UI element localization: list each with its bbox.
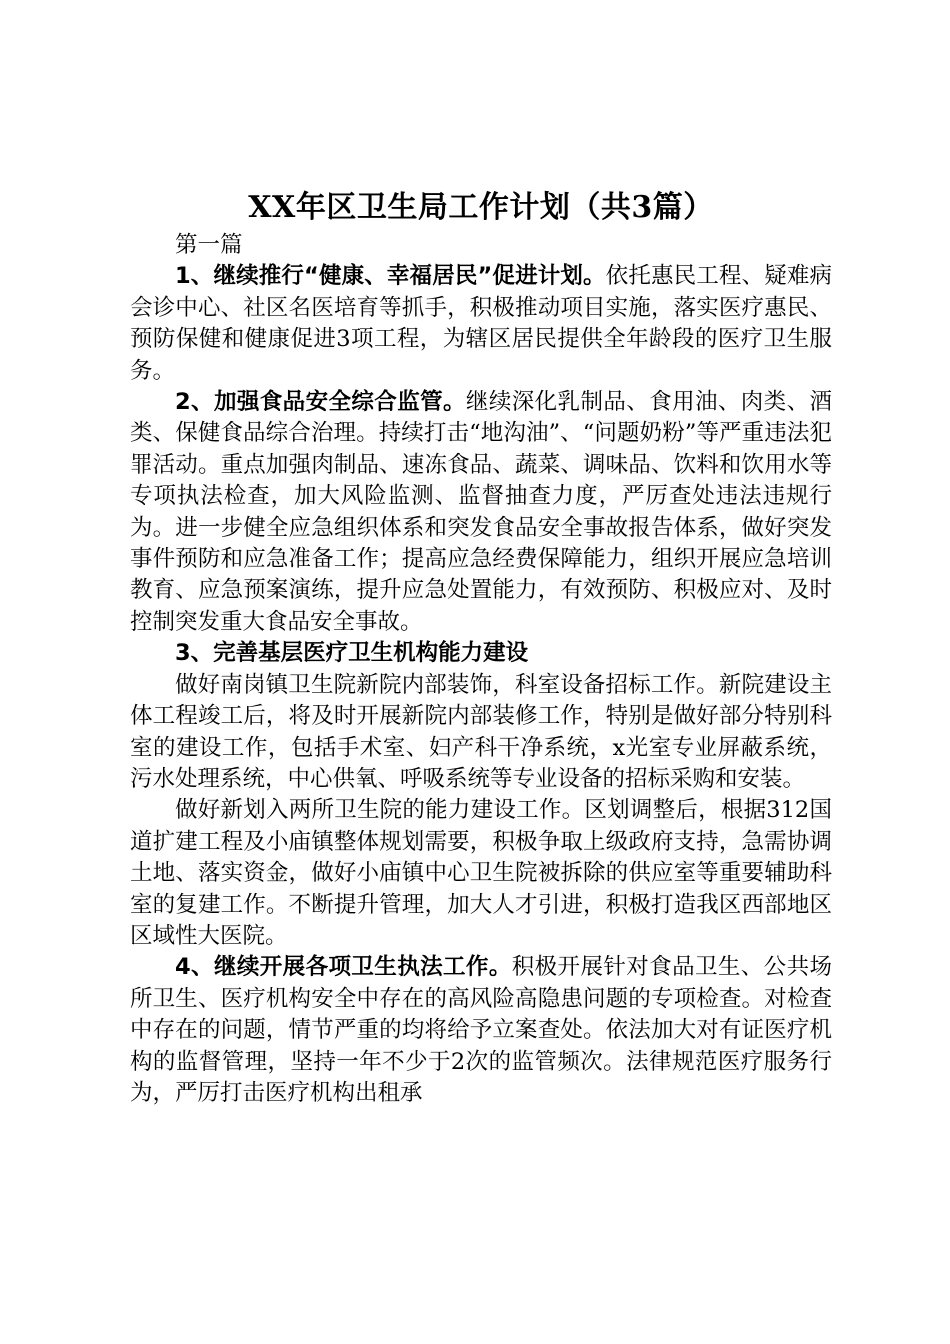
paragraph-5 [130,795,832,952]
paragraph-2 [130,387,832,638]
paragraph-heading: 2、加强食品安全综合监管。 [175,389,466,416]
paragraph-heading: 3、完善基层医疗卫生机构能力建设 [175,640,529,667]
paragraph-heading: 1、继续推行“健康、幸福居民”促进计划。 [175,263,606,290]
paragraph-1 [130,261,832,387]
document-title: XX年区卫生局工作计划（共3篇） [248,190,714,225]
paragraph-6 [130,952,832,1109]
paragraph-3 [130,638,832,669]
section-label: 第一篇 [175,232,243,258]
paragraph-text: 积极开展针对食品卫生、公共场所卫生、医疗机构安全中存在的高风险高隐患问题的专项检查。对检查中存在的问题，情节严重的均将给予立案查处。依法加大对有证医疗机构的监督管理，坚持一年不少于2次的监管频次。法律规范医疗服务行为，严厉打击医疗机构出租承 [130,954,832,1106]
paragraph-4 [130,670,832,796]
paragraph-text: 依托惠民工程、疑难病会诊中心、社区名医培育等抓手，积极推动项目实施，落实医疗惠民、预防保健和健康促进3项工程，为辖区居民提供全年龄段的医疗卫生服务。 [130,263,832,384]
paragraph-text: 继续深化乳制品、食用油、肉类、酒类、保健食品综合治理。持续打击“地沟油”、“问题奶粉”等严重违法犯罪活动。重点加强肉制品、速冻食品、蔬菜、调味品、饮料和饮用水等专项执法检查，加大风险监测、监督抽查力度，严厉查处违法违规行为。进一步健全应急组织体系和突发食品安全事故报告体系，做好突发事件预防和应急准备工作；提高应急经费保障能力，组织开展应急培训教育、应急预案演练，提升应急处置能力，有效预防、积极应对、及时控制突发重大食品安全事故。 [130,389,832,635]
paragraph-text: 做好南岗镇卫生院新院内部装饰，科室设备招标工作。新院建设主体工程竣工后，将及时开展新院内部装修工作，特别是做好部分特别科室的建设工作，包括手术室、妇产科干净系统，x光室专业屏蔽系统，污水处理系统，中心供氧、呼吸系统等专业设备的招标采购和安装。 [130,671,832,792]
paragraph-heading: 4、继续开展各项卫生执法工作。 [175,954,512,981]
paragraph-text: 做好新划入两所卫生院的能力建设工作。区划调整后，根据312国道扩建工程及小庙镇整体规划需要，积极争取上级政府支持，急需协调土地、落实资金，做好小庙镇中心卫生院被拆除的供应室等重要辅助科室的复建工作。不断提升管理，加大人才引进，积极打造我区西部地区区域性大医院。 [130,797,832,949]
document-page [130,188,832,1109]
